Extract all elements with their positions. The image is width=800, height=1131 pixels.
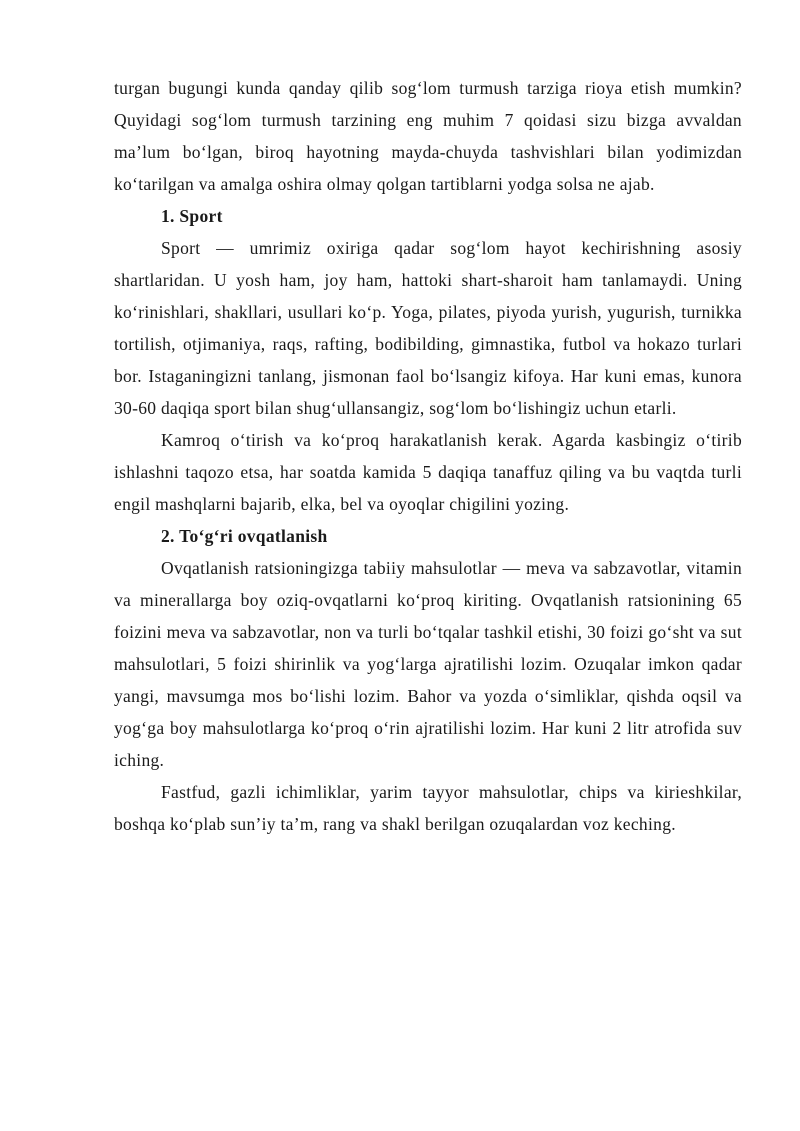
section-heading-nutrition: 2. To‘g‘ri ovqatlanish (161, 526, 328, 546)
nutrition-paragraph-2: Fastfud, gazli ichimliklar, yarim tayyor mahsulotlar, chips va kirieshkilar, boshqa ko‘plab sun’iy ta’m, rang va shakl berilgan ozuqalardan voz keching. (114, 782, 742, 834)
sport-paragraph-2: Kamroq o‘tirish va ko‘proq harakatlanish kerak. Agarda kasbingiz o‘tirib ishlashni taqozo etsa, har soatda kamida 5 daqiqa tanaffuz qiling va bu vaqtda turli engil mashqlarni bajarib, elka, bel va oyoqlar chigilini yozing. (114, 430, 742, 514)
document-body (114, 72, 742, 840)
nutrition-paragraph-1: Ovqatlanish ratsioningizga tabiiy mahsulotlar — meva va sabzavotlar, vitamin va minerallarga boy oziq-ovqatlarni ko‘proq kiriting. Ovqatlanish ratsionining 65 foizini meva va sabzavotlar, non va turli bo‘tqalar tashkil etishi, 30 foizi go‘sht va sut mahsulotlari, 5 foizi shirinlik va yog‘larga ajratilishi lozim. Ozuqalar imkon qadar yangi, mavsumga mos bo‘lishi lozim. Bahor va yozda o‘simliklar, qishda oqsil va yog‘ga boy mahsulotlarga ko‘proq o‘rin ajratilishi lozim. Har kuni 2 litr atrofida suv iching. (114, 558, 742, 770)
intro-paragraph: turgan bugungi kunda qanday qilib sog‘lom turmush tarziga rioya etish mumkin? Quyidagi sog‘lom turmush tarzining eng muhim 7 qoidasi sizu bizga avvaldan ma’lum bo‘lgan, biroq hayotning mayda-chuyda tashvishlari bilan yodimizdan ko‘tarilgan va amalga oshira olmay qolgan tartiblarni yodga solsa ne ajab. (114, 78, 742, 194)
section-heading-sport: 1. Sport (161, 206, 223, 226)
sport-paragraph-1: Sport — umrimiz oxiriga qadar sog‘lom hayot kechirishning asosiy shartlaridan. U yosh ham, joy ham, hattoki shart-sharoit ham tanlamaydi. Uning ko‘rinishlari, shakllari, usullari ko‘p. Yoga, pilates, piyoda yurish, yugurish, turnikka tortilish, otjimaniya, raqs, rafting, bodibilding, gimnastika, futbol va hokazo turlari bor. Istaganingizni tanlang, jismonan faol bo‘lsangiz kifoya. Har kuni emas, kunora 30-60 daqiqa sport bilan shug‘ullansangiz, sog‘lom bo‘lishingiz uchun etarli. (114, 238, 742, 418)
